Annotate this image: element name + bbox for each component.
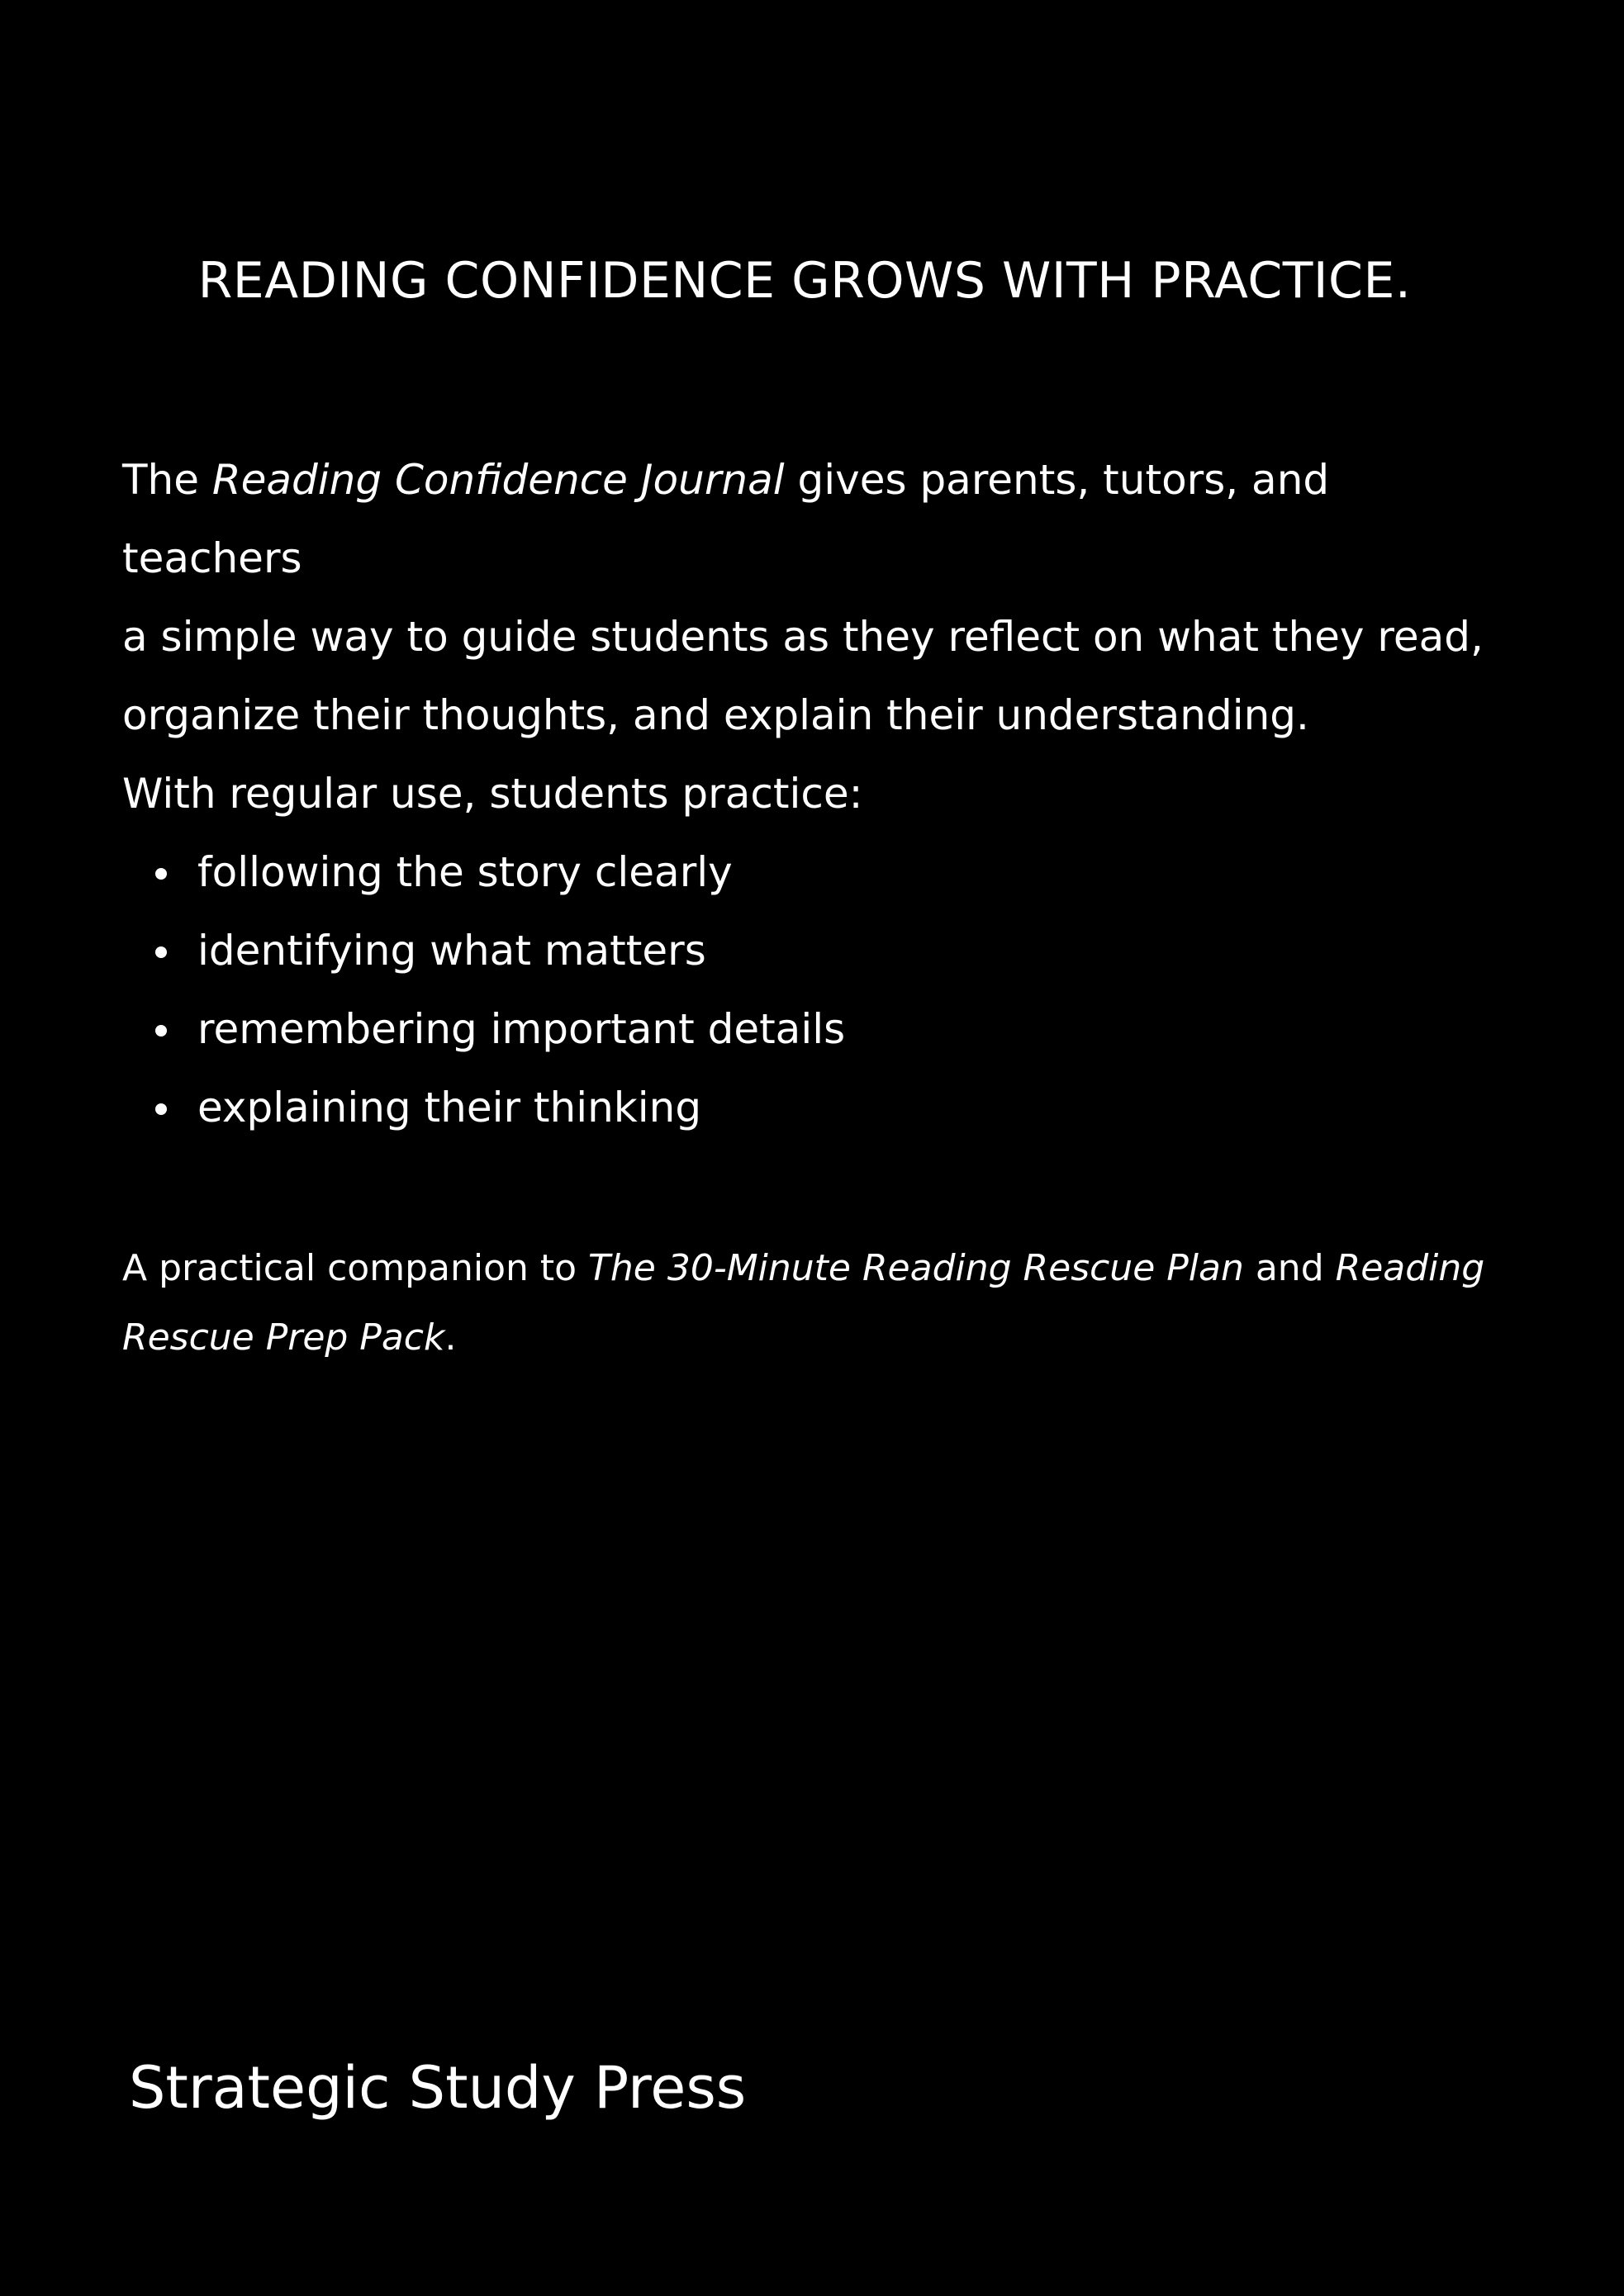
bullet-icon — [155, 868, 167, 880]
list-item — [122, 990, 1518, 1069]
list-item — [122, 912, 1518, 990]
list-item-text: explaining their thinking — [197, 1084, 702, 1131]
bullet-icon — [155, 1025, 167, 1037]
companion-prefix: A practical companion to — [122, 1247, 589, 1289]
intro-line1-rest: gives parents, tutors, and teachers — [122, 456, 1330, 582]
publisher-name: Strategic Study Press — [129, 2054, 747, 2122]
companion-book1: The 30-Minute Reading Rescue Plan — [588, 1247, 1244, 1289]
companion-book2-part2: Rescue Prep Pack — [122, 1316, 445, 1359]
intro-prefix: The — [122, 456, 212, 504]
companion-book2-part1: Reading — [1335, 1247, 1485, 1289]
list-item — [122, 1069, 1518, 1147]
practice-list — [122, 833, 1518, 1147]
list-item — [122, 833, 1518, 912]
journal-title: Reading Confidence Journal — [211, 456, 785, 504]
companion-note — [122, 1234, 1518, 1373]
practice-lead: With regular use, students practice: — [122, 770, 863, 818]
intro-paragraph — [122, 441, 1518, 755]
companion-suffix: . — [444, 1316, 457, 1359]
bullet-icon — [155, 946, 167, 958]
bullet-icon — [155, 1103, 167, 1115]
companion-joiner: and — [1243, 1247, 1336, 1289]
intro-line3: organize their thoughts, and explain their understanding. — [122, 691, 1309, 739]
list-item-text: following the story clearly — [197, 848, 733, 896]
intro-line2: a simple way to guide students as they reflect on what they read, — [122, 613, 1484, 661]
headline: READING CONFIDENCE GROWS WITH PRACTICE. — [197, 252, 1412, 310]
list-item-text: remembering important details — [197, 1005, 846, 1053]
list-item-text: identifying what matters — [197, 927, 706, 975]
